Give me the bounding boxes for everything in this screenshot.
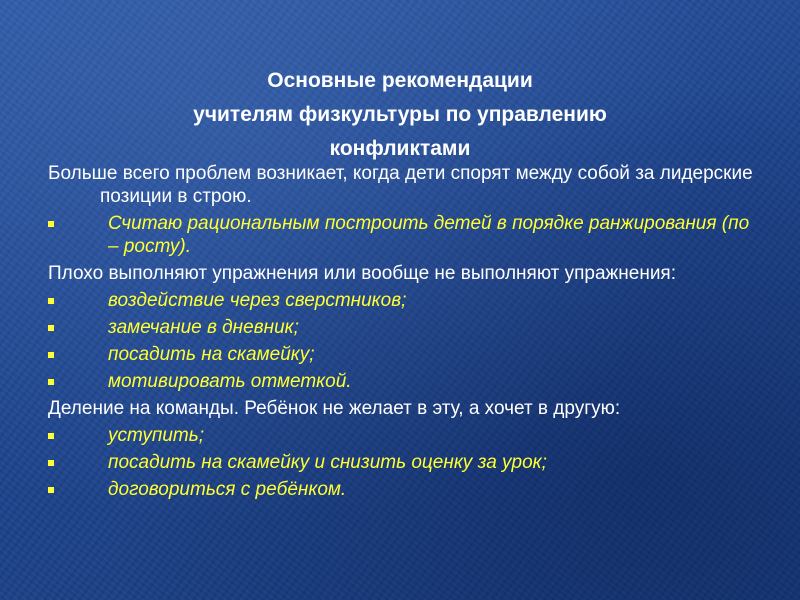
bullet-item xyxy=(48,370,758,393)
paragraph-teams: Деление на команды. Ребёнок не желает в эту, а хочет в другую: xyxy=(48,398,621,419)
bullet-text: уступить; xyxy=(108,425,205,446)
bullet-square-icon xyxy=(48,298,54,304)
paragraph-exercises: Плохо выполняют упражнения или вообще не выполняют упражнения: xyxy=(48,263,677,284)
bullet-square-icon xyxy=(48,460,54,466)
bullet-square-icon xyxy=(48,487,54,493)
bullet-text: Считаю рациональным построить детей в порядке ранжирования (по – росту). xyxy=(108,213,750,257)
bullet-text: посадить на скамейку; xyxy=(108,344,315,365)
bullet-item xyxy=(48,343,758,366)
bullet-square-icon xyxy=(48,352,54,358)
bullet-item xyxy=(48,316,758,339)
bullet-square-icon xyxy=(48,221,54,227)
bullet-item xyxy=(48,289,758,312)
bullet-text: мотивировать отметкой. xyxy=(108,371,352,392)
title-line-2: учителям физкультуры по управлению xyxy=(193,103,607,126)
bullet-square-icon xyxy=(48,325,54,331)
bullet-text: посадить на скамейку и снизить оценку за урок; xyxy=(108,452,547,473)
title-line-3: конфликтами xyxy=(329,137,471,160)
slide-title xyxy=(60,64,740,166)
bullet-item xyxy=(48,478,758,501)
bullet-square-icon xyxy=(48,433,54,439)
bullet-text: воздействие через сверстников; xyxy=(108,290,407,311)
bullet-text: замечание в дневник; xyxy=(108,317,299,338)
bullet-item xyxy=(48,451,758,474)
title-line-1: Основные рекомендации xyxy=(267,69,533,92)
bullet-square-icon xyxy=(48,379,54,385)
bullet-item xyxy=(48,212,758,258)
paragraph-leadership: Больше всего проблем возникает, когда дети спорят между собой за лидерские позиции в строю. xyxy=(48,163,753,207)
bullet-item xyxy=(48,424,758,447)
slide-body xyxy=(48,162,758,505)
bullet-text: договориться с ребёнком. xyxy=(108,479,347,500)
